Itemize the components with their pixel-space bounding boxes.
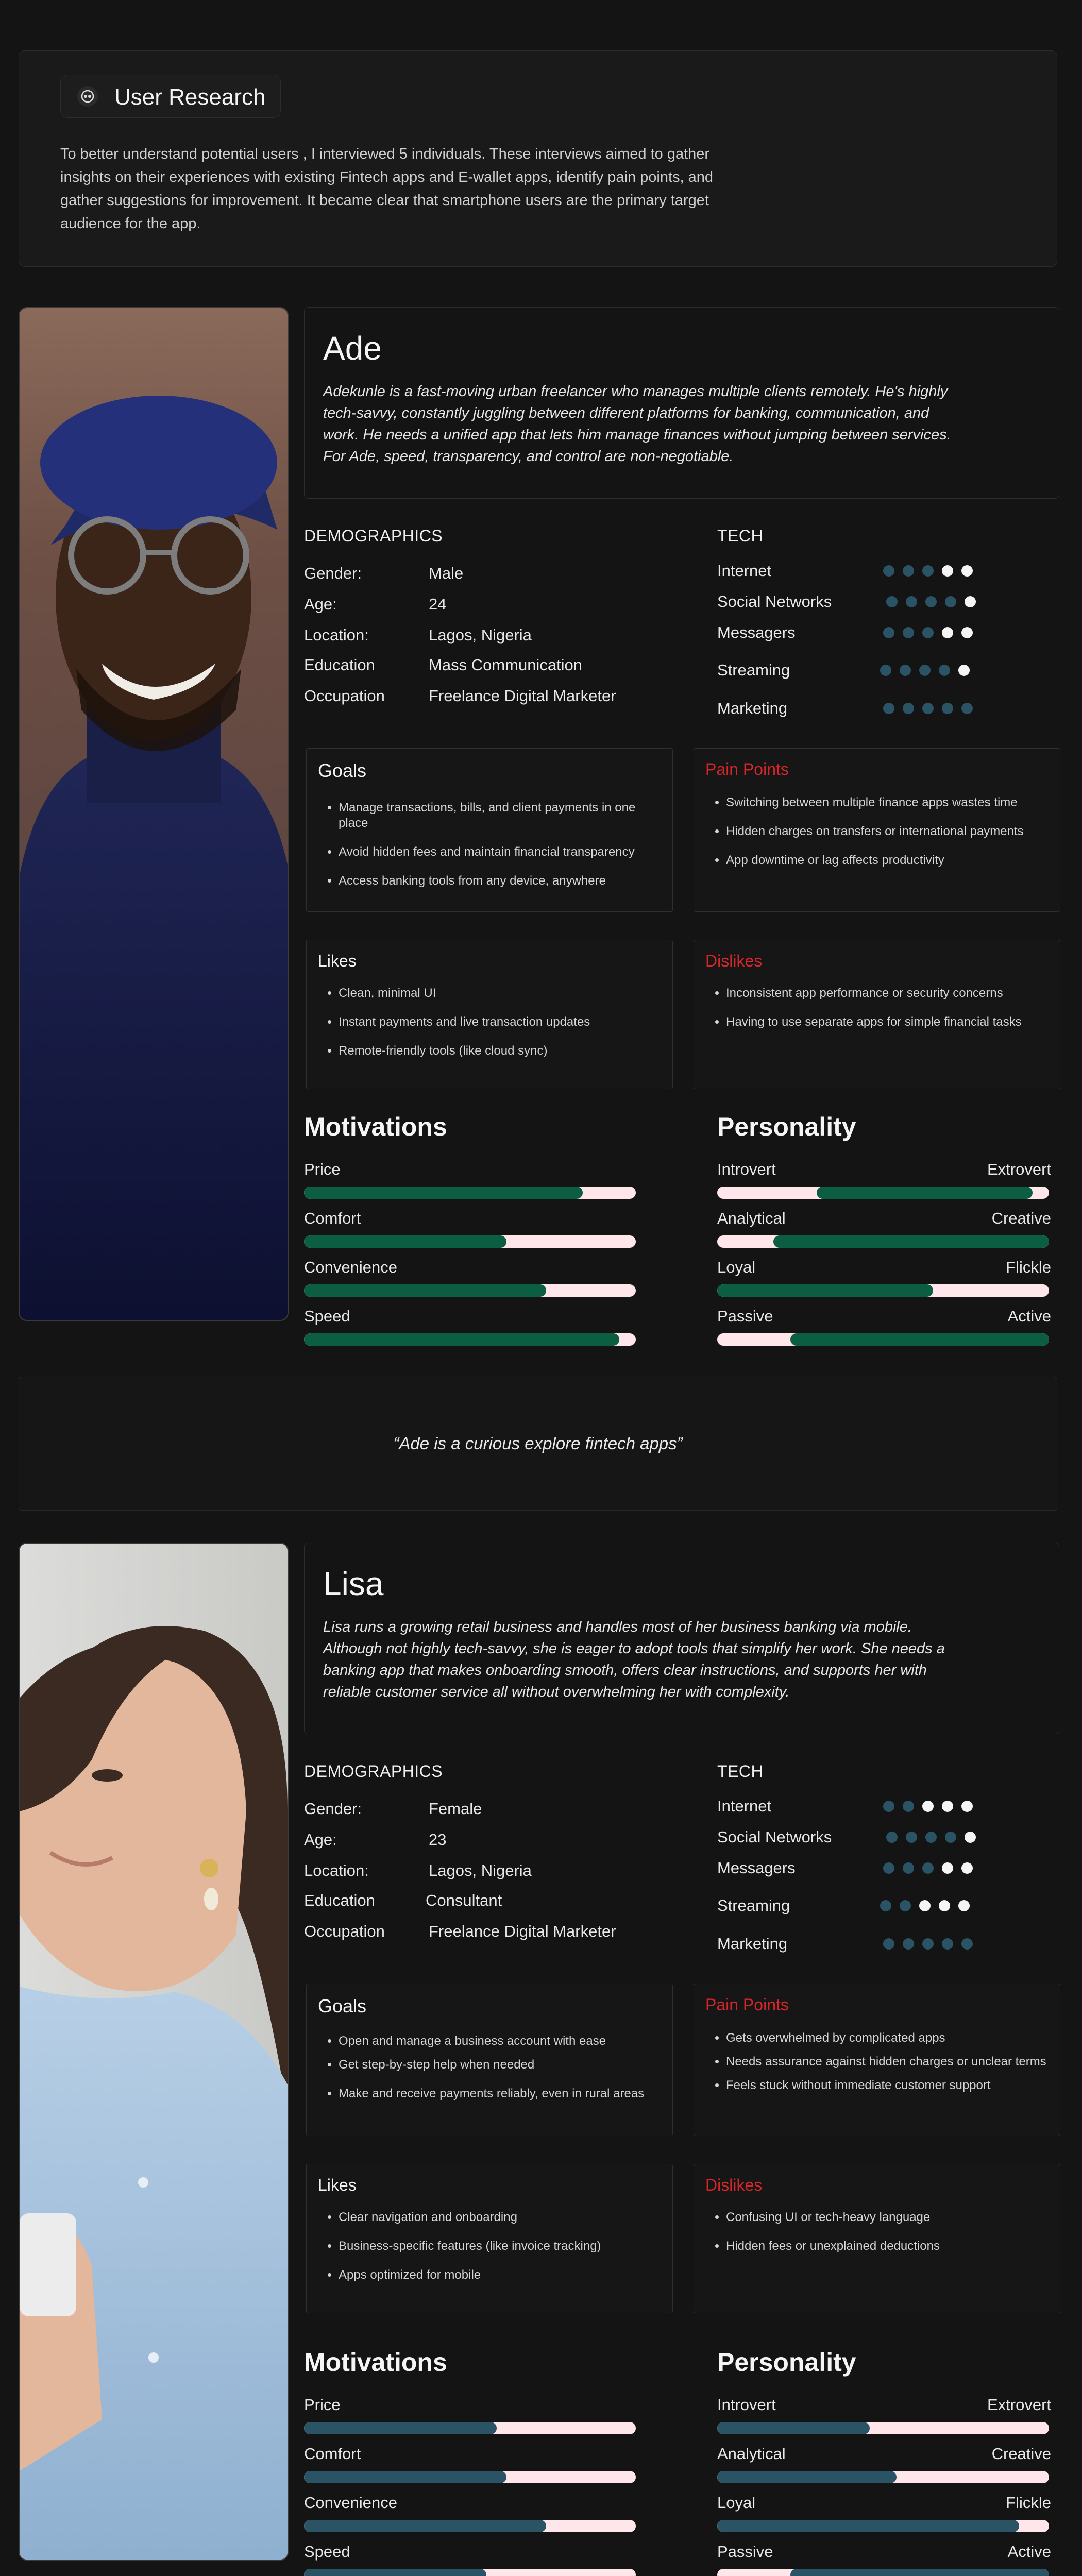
personality-bar — [717, 2422, 1049, 2434]
rating-dot — [965, 596, 976, 607]
rating-dot — [883, 627, 894, 638]
dislikes-heading: Dislikes — [705, 952, 763, 970]
rating-dot — [906, 596, 917, 607]
tech-label: Marketing — [717, 699, 788, 717]
occupation-value: Freelance Digital Marketer — [429, 1922, 616, 1940]
education-value: Mass Communication — [429, 656, 583, 674]
rating-dot — [883, 703, 894, 714]
pain-points-box — [694, 748, 1060, 912]
rating-dot — [961, 1862, 973, 1874]
rating-dot — [925, 1832, 937, 1843]
likes-list — [322, 986, 663, 1072]
list-item: • Having to use separate apps for simple financial tasks — [726, 1014, 1051, 1030]
motivations-heading: Motivations — [304, 1112, 447, 1141]
gender-label: Gender: — [304, 564, 362, 582]
list-item: • Open and manage a business account with ease — [339, 2033, 663, 2049]
rating-dot — [903, 627, 914, 638]
list-item: • Business-specific features (like invoice tracking) — [339, 2239, 663, 2254]
trait-right-label: Flickle — [1006, 2494, 1051, 2512]
education-label: Education — [304, 1891, 375, 1909]
tech-label: Streaming — [717, 661, 790, 679]
tech-heading: TECH — [717, 1762, 764, 1781]
list-item: • Hidden charges on transfers or international payments — [726, 824, 1051, 839]
rating-dot — [919, 1900, 931, 1911]
page-title: User Research — [114, 84, 266, 110]
rating-dot — [900, 1900, 911, 1911]
quote-card — [19, 1377, 1057, 1511]
persona-name-card — [304, 1543, 1059, 1734]
persona-quote: “Ade is a curious explore fintech apps” — [393, 1434, 683, 1453]
rating-dot — [906, 1832, 917, 1843]
goals-heading: Goals — [318, 760, 367, 781]
personality-bar — [717, 1235, 1049, 1248]
personality-bar — [717, 2520, 1049, 2532]
list-item: • Remote-friendly tools (like cloud sync) — [339, 1043, 663, 1059]
trait-right-label: Extrovert — [987, 1160, 1051, 1178]
rating-dot — [900, 665, 911, 676]
likes-box — [306, 2164, 673, 2313]
rating-dot — [922, 565, 934, 577]
list-item: • Feels stuck without immediate customer support — [726, 2078, 1051, 2093]
list-item: • Clear navigation and onboarding — [339, 2210, 663, 2225]
motivation-label: Convenience — [304, 2494, 397, 2512]
trait-left-label: Passive — [717, 2543, 773, 2561]
trait-right-label: Flickle — [1006, 1258, 1051, 1276]
title-pill — [60, 75, 281, 118]
list-item: • Clean, minimal UI — [339, 986, 663, 1001]
motivation-label: Convenience — [304, 1258, 397, 1276]
tech-label: Social Networks — [717, 592, 832, 611]
rating-dot — [903, 1938, 914, 1950]
rating-dot — [939, 1900, 950, 1911]
rating-dot — [903, 565, 914, 577]
persona-name: Ade — [323, 330, 382, 367]
rating-dot — [886, 596, 898, 607]
occupation-value: Freelance Digital Marketer — [429, 687, 616, 705]
tech-label: Messagers — [717, 1859, 796, 1877]
motivation-bar — [304, 2520, 636, 2532]
goals-box — [306, 748, 673, 912]
motivation-label: Comfort — [304, 1209, 361, 1227]
list-item: • Instant payments and live transaction updates — [339, 1014, 663, 1030]
motivation-label: Price — [304, 1160, 341, 1178]
motivation-bar — [304, 2422, 636, 2434]
trait-right-label: Active — [1007, 2543, 1051, 2561]
motivation-label: Price — [304, 2396, 341, 2414]
age-value: 24 — [429, 595, 447, 613]
likes-heading: Likes — [318, 2176, 357, 2194]
dislikes-box — [694, 940, 1060, 1089]
rating-dot — [945, 596, 956, 607]
trait-left-label: Introvert — [717, 2396, 776, 2414]
rating-dot — [883, 1938, 894, 1950]
motivation-bar — [304, 1235, 636, 1248]
tech-label: Messagers — [717, 623, 796, 641]
persona-name-card — [304, 307, 1059, 499]
age-value: 23 — [429, 1831, 447, 1849]
research-logo-icon — [77, 86, 98, 107]
motivation-bar — [304, 1333, 636, 1346]
list-item: • Confusing UI or tech-heavy language — [726, 2210, 1051, 2225]
trait-right-label: Active — [1007, 1307, 1051, 1325]
trait-right-label: Extrovert — [987, 2396, 1051, 2414]
rating-dot — [958, 1900, 970, 1911]
location-value: Lagos, Nigeria — [429, 626, 532, 644]
persona-bio: Lisa runs a growing retail business and handles most of her business banking via mobile. Although not highly tech-savvy, she is eager to adopt tools that simplify her work. She needs a banking app that makes onboarding smooth, offers clear instructions, and supports her with reliable customer service all without overwhelming her with complexity. — [323, 1619, 945, 1700]
rating-dot — [883, 1862, 894, 1874]
location-value: Lagos, Nigeria — [429, 1861, 532, 1879]
rating-dot — [942, 1862, 953, 1874]
trait-left-label: Introvert — [717, 1160, 776, 1178]
trait-left-label: Loyal — [717, 1258, 756, 1276]
goals-list — [322, 2033, 663, 2115]
tech-heading: TECH — [717, 527, 764, 545]
list-item: • App downtime or lag affects productivity — [726, 853, 1051, 868]
personality-bar — [717, 2569, 1049, 2576]
rating-dot — [942, 1938, 953, 1950]
goals-heading: Goals — [318, 1995, 367, 2016]
persona-photo-ade — [19, 307, 289, 1321]
rating-dot — [903, 1801, 914, 1812]
rating-dot — [903, 703, 914, 714]
pain-points-heading: Pain Points — [705, 1995, 789, 2014]
personality-bar — [717, 1284, 1049, 1297]
rating-dot — [961, 565, 973, 577]
rating-dot — [945, 1832, 956, 1843]
location-label: Location: — [304, 1861, 369, 1879]
rating-dot — [925, 596, 937, 607]
list-item: • Manage transactions, bills, and client payments in one place — [339, 800, 663, 831]
dislikes-box — [694, 2164, 1060, 2313]
list-item: • Avoid hidden fees and maintain financial transparency — [339, 844, 663, 860]
personality-bar — [717, 1333, 1049, 1346]
gender-label: Gender: — [304, 1800, 362, 1818]
list-item: • Apps optimized for mobile — [339, 2267, 663, 2283]
motivation-bar — [304, 2471, 636, 2483]
rating-dot — [919, 665, 931, 676]
rating-dot — [880, 665, 891, 676]
rating-dot — [922, 1938, 934, 1950]
likes-heading: Likes — [318, 952, 357, 970]
personality-bar — [717, 2471, 1049, 2483]
age-label: Age: — [304, 595, 337, 613]
persona-name: Lisa — [323, 1565, 384, 1602]
education-label: Education — [304, 656, 375, 674]
motivation-bar — [304, 2569, 636, 2576]
rating-dot — [942, 703, 953, 714]
education-value: Consultant — [426, 1891, 502, 1909]
trait-right-label: Creative — [991, 2445, 1051, 2463]
personality-heading: Personality — [717, 1112, 856, 1141]
rating-dot — [880, 1900, 891, 1911]
rating-dot — [961, 1938, 973, 1950]
tech-label: Marketing — [717, 1935, 788, 1953]
intro-text: To better understand potential users , I interviewed 5 individuals. These interviews aimed to gather insights on their experiences with existing Fintech apps and E-wallet apps, identify pain points, and gather suggestions for improvement. It became clear that smartphone users are the primary target audience for the app. — [60, 146, 714, 232]
rating-dot — [942, 565, 953, 577]
personality-heading: Personality — [717, 2348, 856, 2377]
dislikes-list — [709, 2210, 1051, 2267]
persona-bio: Adekunle is a fast-moving urban freelancer who manages multiple clients remotely. He's highly tech-savvy, constantly juggling between different platforms for banking, communication, and work. He needs a unified app that lets him manage finances without jumping between services. For Ade, speed, transparency, and control are non-negotiable. — [323, 383, 951, 465]
dislikes-heading: Dislikes — [705, 2176, 763, 2194]
list-item: • Needs assurance against hidden charges or unclear terms — [726, 2054, 1051, 2070]
pain-points-box — [694, 1984, 1060, 2136]
motivation-label: Speed — [304, 2543, 350, 2561]
age-label: Age: — [304, 1831, 337, 1849]
motivation-label: Speed — [304, 1307, 350, 1325]
demographics-heading: DEMOGRAPHICS — [304, 527, 443, 545]
rating-dot — [942, 627, 953, 638]
rating-dot — [903, 1862, 914, 1874]
rating-dot — [942, 1801, 953, 1812]
goals-box — [306, 1984, 673, 2136]
rating-dot — [958, 665, 970, 676]
occupation-label: Occupation — [304, 687, 385, 705]
motivation-bar — [304, 1187, 636, 1199]
likes-list — [322, 2210, 663, 2296]
tech-label: Streaming — [717, 1896, 790, 1914]
pain-points-list — [709, 2030, 1051, 2107]
tech-label: Internet — [717, 1797, 772, 1815]
rating-dot — [883, 565, 894, 577]
list-item: • Inconsistent app performance or security concerns — [726, 986, 1051, 1001]
list-item: • Gets overwhelmed by complicated apps — [726, 2030, 1051, 2046]
rating-dot — [883, 1801, 894, 1812]
intro-card — [19, 50, 1057, 267]
tech-label: Social Networks — [717, 1828, 832, 1846]
pain-points-heading: Pain Points — [705, 760, 789, 778]
demographics-heading: DEMOGRAPHICS — [304, 1762, 443, 1781]
rating-dot — [922, 1801, 934, 1812]
tech-label: Internet — [717, 562, 772, 580]
motivations-heading: Motivations — [304, 2348, 447, 2377]
gender-value: Female — [429, 1800, 482, 1818]
trait-left-label: Loyal — [717, 2494, 756, 2512]
trait-left-label: Passive — [717, 1307, 773, 1325]
list-item: • Switching between multiple finance apps wastes time — [726, 795, 1051, 810]
rating-dot — [961, 703, 973, 714]
gender-value: Male — [429, 564, 464, 582]
rating-dot — [961, 627, 973, 638]
list-item: • Make and receive payments reliably, even in rural areas — [339, 2086, 663, 2102]
trait-left-label: Analytical — [717, 1209, 786, 1227]
location-label: Location: — [304, 626, 369, 644]
likes-box — [306, 940, 673, 1089]
trait-left-label: Analytical — [717, 2445, 786, 2463]
rating-dot — [922, 1862, 934, 1874]
pain-points-list — [709, 795, 1051, 882]
persona-photo-lisa — [19, 1543, 289, 2561]
rating-dot — [961, 1801, 973, 1812]
rating-dot — [922, 627, 934, 638]
dislikes-list — [709, 986, 1051, 1043]
rating-dot — [886, 1832, 898, 1843]
trait-right-label: Creative — [991, 1209, 1051, 1227]
occupation-label: Occupation — [304, 1922, 385, 1940]
personality-bar — [717, 1187, 1049, 1199]
motivation-label: Comfort — [304, 2445, 361, 2463]
rating-dot — [939, 665, 950, 676]
list-item: • Get step-by-step help when needed — [339, 2057, 663, 2073]
goals-list — [322, 800, 663, 902]
rating-dot — [922, 703, 934, 714]
list-item: • Access banking tools from any device, anywhere — [339, 873, 663, 889]
list-item: • Hidden fees or unexplained deductions — [726, 2239, 1051, 2254]
motivation-bar — [304, 1284, 636, 1297]
rating-dot — [965, 1832, 976, 1843]
